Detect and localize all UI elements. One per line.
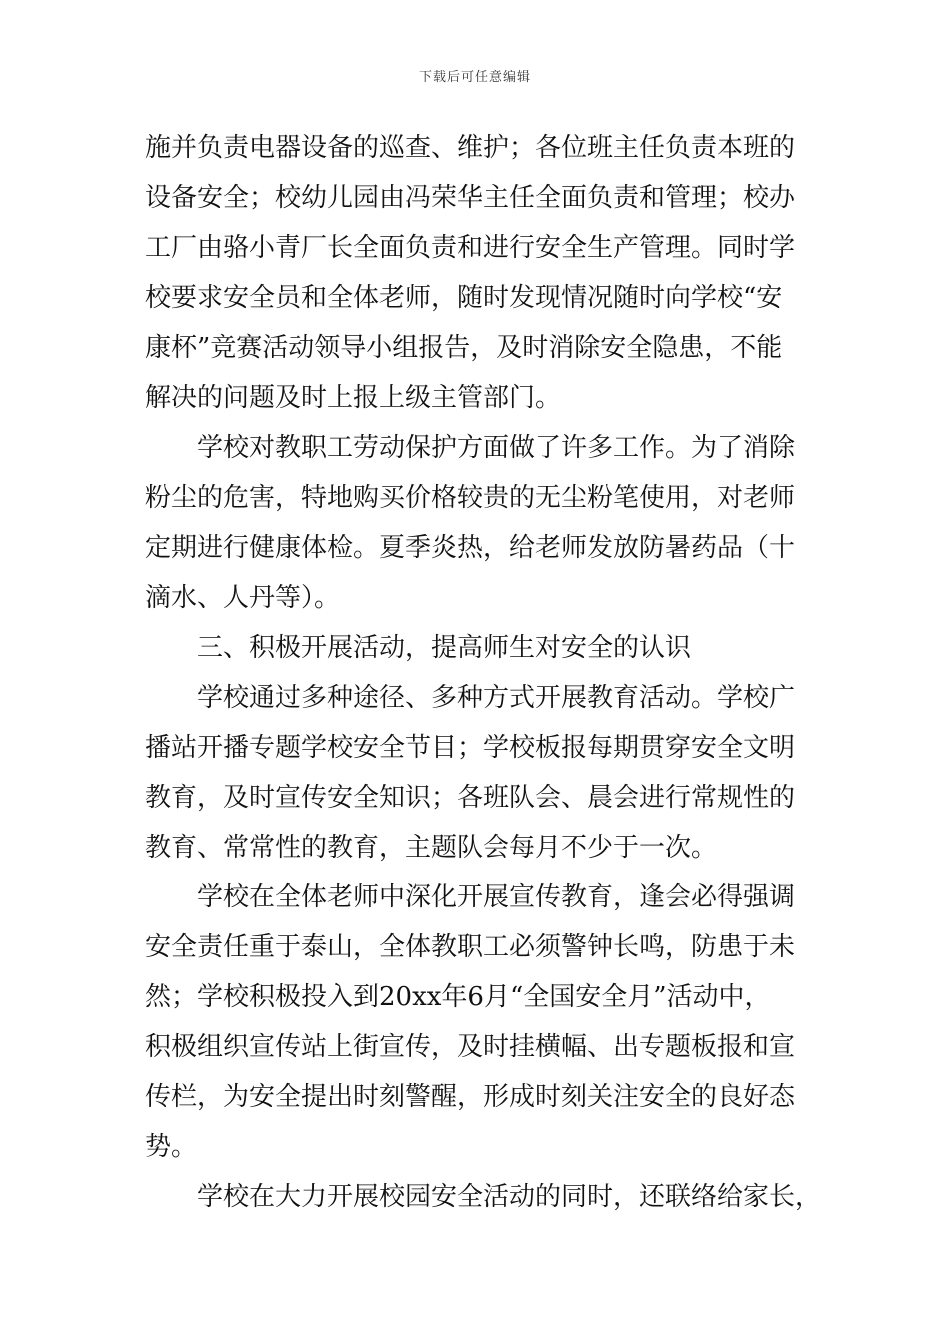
text-line: 粉尘的危害，特地购买价格较贵的无尘粉笔使用，对老师 xyxy=(145,483,796,513)
text-line: 教育，及时宣传安全知识；各班队会、晨会进行常规性的 xyxy=(145,783,796,813)
text-line: 教育、常常性的教育，主题队会每月不少于一次。 xyxy=(145,833,718,863)
paragraph-start-line: 学校通过多种途径、多种方式开展教育活动。学校广 xyxy=(197,683,796,713)
text-line: 校要求安全员和全体老师，随时发现情况随时向学校“安 xyxy=(145,283,783,313)
text-line: 定期进行健康体检。夏季炎热，给老师发放防暑药品（十 xyxy=(145,533,796,563)
text-line: 施并负责电器设备的巡查、维护；各位班主任负责本班的 xyxy=(145,133,796,163)
text-line: 然；学校积极投入到20xx年6月“全国安全月”活动中， xyxy=(145,982,771,1012)
section-heading: 三、积极开展活动，提高师生对安全的认识 xyxy=(197,633,692,663)
paragraph-start-line: 学校对教职工劳动保护方面做了许多工作。为了消除 xyxy=(197,433,796,463)
text-line: 设备安全；校幼儿园由冯荣华主任全面负责和管理；校办 xyxy=(145,183,796,213)
header-note: 下载后可任意编辑 xyxy=(418,70,531,85)
text-line: 传栏，为安全提出时刻警醒，形成时刻关注安全的良好态 xyxy=(145,1082,796,1112)
text-line: 康杯”竞赛活动领导小组报告，及时消除安全隐患，不能 xyxy=(145,333,783,363)
text-line: 解决的问题及时上报上级主管部门。 xyxy=(145,383,562,413)
paragraph-start-line: 学校在全体老师中深化开展宣传教育，逢会必得强调 xyxy=(197,882,796,912)
text-line: 播站开播专题学校安全节目；学校板报每期贯穿安全文明 xyxy=(145,733,796,763)
text-line: 工厂由骆小青厂长全面负责和进行安全生产管理。同时学 xyxy=(145,233,796,263)
text-line: 积极组织宣传站上街宣传，及时挂横幅、出专题板报和宣 xyxy=(145,1032,796,1062)
text-line: 安全责任重于泰山，全体教职工必须警钟长鸣，防患于未 xyxy=(145,932,796,962)
paragraph-start-line: 学校在大力开展校园安全活动的同时，还联络给家长， xyxy=(197,1182,822,1212)
text-line: 势。 xyxy=(145,1132,198,1162)
text-line: 滴水、人丹等）。 xyxy=(145,583,341,613)
